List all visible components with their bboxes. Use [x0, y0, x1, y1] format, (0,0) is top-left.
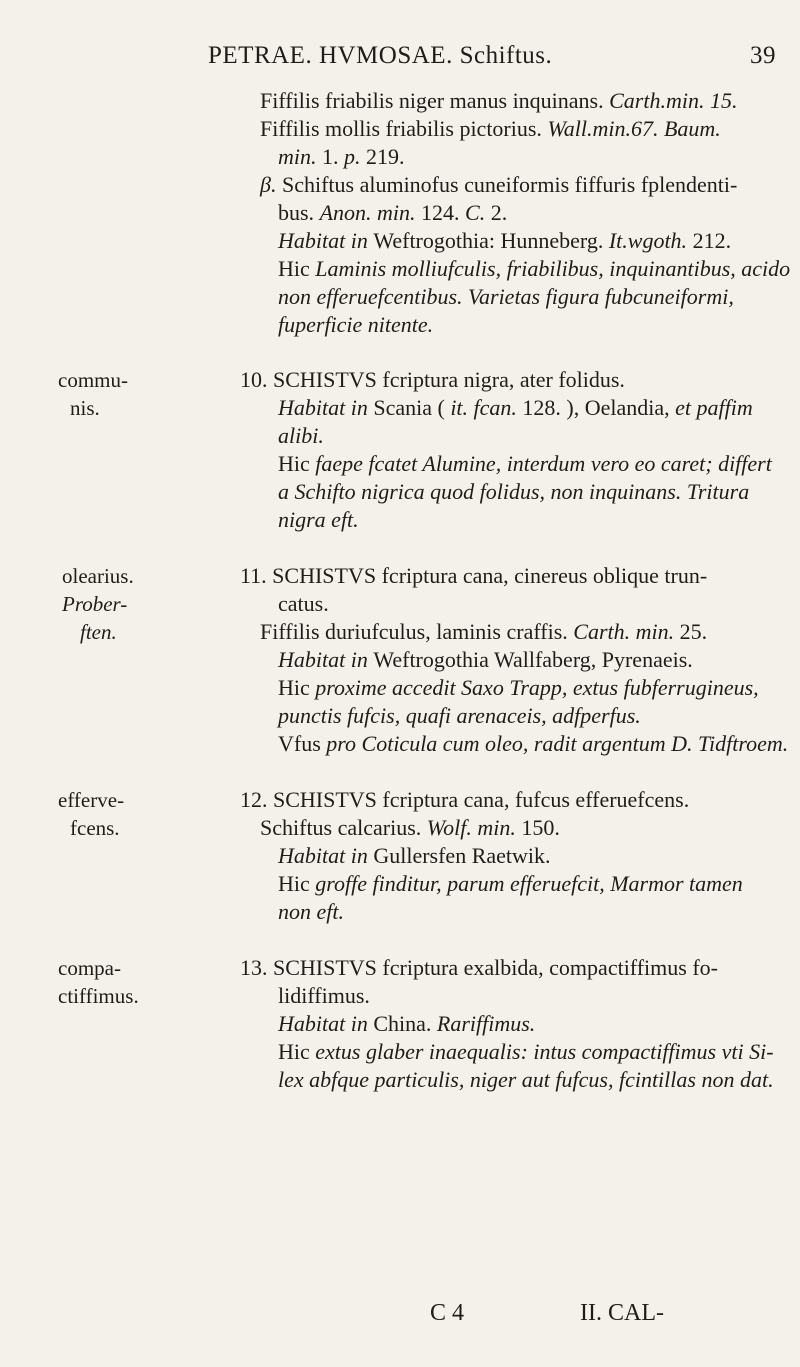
margin-note: ctiffimus. — [58, 984, 139, 1008]
text-line — [240, 563, 707, 589]
text-line — [260, 116, 721, 142]
text-run: Hic — [278, 256, 316, 281]
text-line — [278, 507, 359, 533]
text-run: Hic — [278, 871, 316, 896]
text-run: Vfus — [278, 731, 327, 756]
text-line — [260, 88, 737, 114]
text-run: Habitat in — [278, 395, 374, 420]
text-line — [240, 955, 718, 981]
text-run: Habitat in — [278, 228, 374, 253]
text-run: Fiffilis mollis friabilis pictorius. — [260, 116, 548, 141]
text-run: Scania ( — [373, 395, 451, 420]
text-run: Habitat in — [278, 843, 374, 868]
text-run: 219. — [366, 144, 405, 169]
text-run: et paffim — [675, 395, 753, 420]
text-line — [278, 1039, 774, 1065]
text-line — [278, 256, 790, 282]
text-run: Schiftus aluminofus cuneiformis fiffuris fplendenti- — [281, 172, 738, 197]
text-run: alibi. — [278, 423, 324, 448]
text-run: 2. — [490, 200, 508, 225]
margin-note: efferve- — [58, 788, 125, 812]
text-line — [278, 200, 507, 226]
text-run: Fiffilis duriufculus, laminis craffis. — [260, 619, 574, 644]
text-run: min. — [278, 144, 322, 169]
text-run: Laminis molliufculis, friabilibus, inquinantibus, acido — [315, 256, 791, 281]
margin-note: nis. — [70, 396, 100, 420]
catchword: II. CAL- — [580, 1300, 664, 1326]
text-run: punctis fufcis, quafi arenaceis, adfperfus. — [278, 703, 641, 728]
text-run: Anon. min. — [319, 200, 422, 225]
text-line — [278, 144, 405, 170]
text-line — [278, 647, 693, 673]
margin-note: Prober- — [62, 592, 128, 616]
text-run: non efferuefcentibus. Varietas figura fubcuneiformi, — [278, 284, 734, 309]
text-run: 150. — [521, 815, 560, 840]
text-run: 25. — [679, 619, 708, 644]
text-run: Hic — [278, 451, 316, 476]
text-run: faepe fcatet Alumine, interdum vero eo caret; differt — [315, 451, 772, 476]
margin-note: fcens. — [70, 816, 120, 840]
text-run: Habitat in — [278, 1011, 374, 1036]
text-run: 10. SCHISTVS fcriptura nigra, ater folidus. — [240, 367, 625, 392]
text-run: Wolf. min. — [426, 815, 522, 840]
margin-note: commu- — [58, 368, 128, 392]
text-line — [278, 703, 641, 729]
text-run: it. fcan. — [450, 395, 523, 420]
text-run: fuperficie nitente. — [278, 312, 434, 337]
text-run: groffe finditur, parum efferuefcit, Marmor tamen — [315, 871, 743, 896]
text-line — [278, 843, 551, 869]
text-line — [278, 983, 370, 1009]
margin-note: ften. — [80, 620, 117, 644]
text-run: proxime accedit Saxo Trapp, extus fubferrugineus, — [315, 675, 759, 700]
text-run: β. — [260, 172, 282, 197]
text-run: 11. SCHISTVS fcriptura cana, cinereus oblique trun- — [240, 563, 708, 588]
text-line — [278, 871, 743, 897]
text-run: Weftrogothia: Hunneberg. — [373, 228, 609, 253]
text-line — [278, 1011, 535, 1037]
text-run: Weftrogothia Wallfaberg, Pyrenaeis. — [373, 647, 693, 672]
text-run: a Schifto nigrica quod folidus, non inquinans. Tritura — [278, 479, 750, 504]
text-run: 128. ), Oelandia, — [522, 395, 676, 420]
text-line — [278, 1067, 774, 1093]
text-line — [278, 228, 731, 254]
text-line — [278, 284, 734, 310]
running-title: PETRAE. HVMOSAE. Schiftus. — [208, 42, 553, 69]
text-line — [278, 479, 749, 505]
text-run: lidiffimus. — [278, 983, 370, 1008]
text-run: non eft. — [278, 899, 344, 924]
text-run: Carth.min. 15. — [609, 88, 738, 113]
text-run: Habitat in — [278, 647, 374, 672]
text-run: extus glaber inaequalis: intus compactiffimus vti Si- — [315, 1039, 774, 1064]
page-number: 39 — [750, 42, 776, 69]
text-line — [278, 423, 324, 449]
text-line — [260, 172, 737, 198]
text-run: 212. — [692, 228, 732, 253]
text-run: Wall.min.67. Baum. — [547, 116, 721, 141]
text-line — [278, 731, 788, 757]
text-run: C. — [465, 200, 491, 225]
signature-mark: C 4 — [430, 1300, 465, 1326]
text-run: 12. SCHISTVS fcriptura cana, fufcus efferuefcens. — [240, 787, 690, 812]
text-run: China. — [373, 1011, 437, 1036]
text-run: bus. — [278, 200, 320, 225]
text-line — [278, 451, 772, 477]
text-line — [278, 312, 433, 338]
text-line — [278, 591, 329, 617]
text-run: Gullersfen Raetwik. — [373, 843, 551, 868]
text-line — [278, 395, 753, 421]
text-run: It.wgoth. — [608, 228, 693, 253]
text-run: Schiftus calcarius. — [260, 815, 427, 840]
text-run: p. — [344, 144, 366, 169]
text-run: 13. SCHISTVS fcriptura exalbida, compactiffimus fo- — [240, 955, 718, 980]
text-run: Hic — [278, 675, 316, 700]
text-line — [278, 675, 759, 701]
text-run: 1. — [322, 144, 344, 169]
text-run: Hic — [278, 1039, 316, 1064]
text-run: catus. — [278, 591, 329, 616]
text-run: pro Coticula cum oleo, radit argentum D. Tidftroem. — [326, 731, 789, 756]
text-run: Rariffimus. — [436, 1011, 536, 1036]
text-line — [260, 619, 707, 645]
text-run: nigra eft. — [278, 507, 359, 532]
text-line — [260, 815, 560, 841]
text-run: 124. — [421, 200, 466, 225]
text-run: Carth. min. — [573, 619, 680, 644]
margin-note: olearius. — [62, 564, 134, 588]
text-run: Fiffilis friabilis niger manus inquinans. — [260, 88, 610, 113]
text-run: lex abfque particulis, niger aut fufcus, fcintillas non dat. — [278, 1067, 774, 1092]
margin-note: compa- — [58, 956, 121, 980]
text-line — [240, 787, 689, 813]
text-line — [240, 367, 625, 393]
text-line — [278, 899, 344, 925]
